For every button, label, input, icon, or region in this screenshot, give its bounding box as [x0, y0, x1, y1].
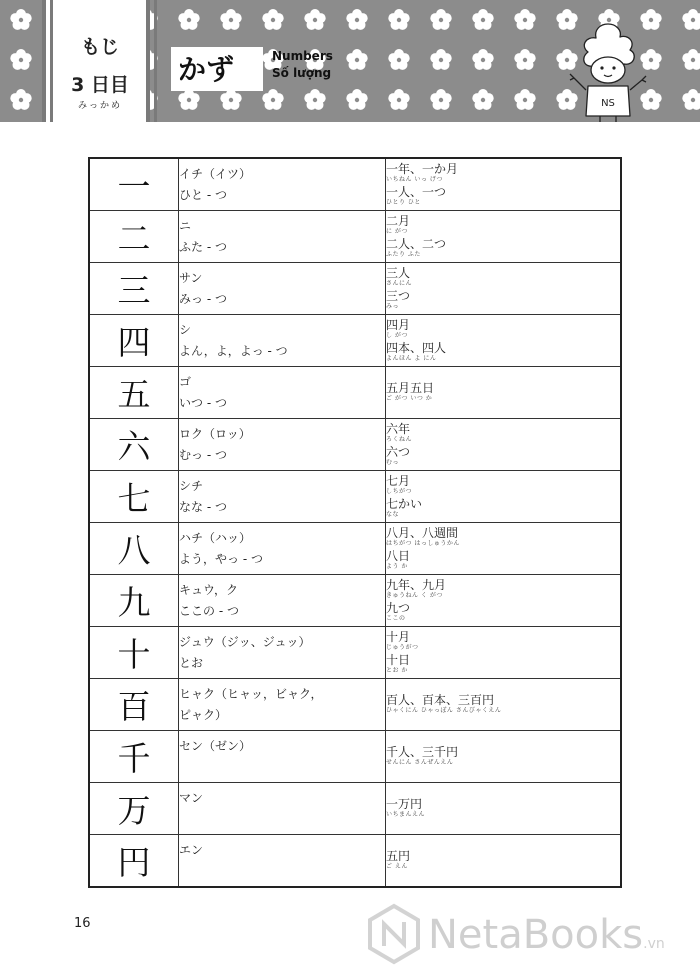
- svg-text:NS: NS: [601, 98, 615, 109]
- example-word: [386, 475, 620, 496]
- example-word: [386, 694, 620, 715]
- example-words: [386, 835, 622, 888]
- example-word-furigana: に がつ: [386, 227, 408, 235]
- example-words: [386, 158, 622, 211]
- kanji-row: [89, 679, 621, 731]
- kanji-character: 百: [89, 679, 179, 731]
- example-word-text: 十月: [386, 629, 411, 644]
- example-word-furigana: はちがつ はっしゅうかん: [386, 539, 460, 547]
- example-word: [386, 602, 620, 623]
- kanji-character: 七: [89, 471, 179, 523]
- example-word-furigana: さんにん: [386, 279, 413, 287]
- kanji-character: 四: [89, 315, 179, 367]
- divider-bar: [42, 0, 46, 122]
- example-word-text: 五円: [386, 849, 411, 863]
- example-word-furigana: よう か: [386, 562, 408, 570]
- day-label: 3 日目: [71, 74, 129, 96]
- kanji-character: 千: [89, 731, 179, 783]
- example-words: [386, 263, 622, 315]
- example-word: [386, 498, 620, 519]
- example-words: [386, 471, 622, 523]
- example-word: [386, 579, 620, 600]
- example-words: [386, 783, 622, 835]
- kanji-readings: [179, 627, 386, 679]
- kanji-row: [89, 419, 621, 471]
- example-word-furigana: むっ: [386, 458, 400, 466]
- watermark-logo: [364, 902, 684, 970]
- example-word: [386, 215, 620, 236]
- kanji-character: 二: [89, 211, 179, 263]
- example-word-text: 七月: [386, 473, 411, 488]
- example-word-furigana: いちねん いっ げつ: [386, 175, 443, 183]
- example-word: [386, 186, 620, 207]
- example-word-text: 六つ: [386, 444, 411, 459]
- kanji-readings: [179, 783, 386, 835]
- example-word: [386, 342, 620, 363]
- kanji-character: 六: [89, 419, 179, 471]
- example-word: [386, 163, 620, 184]
- example-word: [386, 798, 620, 819]
- kanji-readings: [179, 731, 386, 783]
- example-word: [386, 631, 620, 652]
- kunyomi-reading: とお: [179, 655, 204, 670]
- kanji-readings: [179, 835, 386, 888]
- onyomi-reading: ジュウ（ジッ、ジュッ）: [179, 634, 311, 649]
- example-word-text: 一年、一か月: [386, 161, 459, 176]
- example-word-text: 千人、三千円: [386, 745, 459, 759]
- example-word: [386, 423, 620, 444]
- example-words: [386, 211, 622, 263]
- example-word-text: 百人、百本、三百円: [386, 693, 495, 707]
- divider-bar: [50, 0, 53, 122]
- kanji-character: 八: [89, 523, 179, 575]
- kanji-row: [89, 315, 621, 367]
- onyomi-reading: エン: [179, 842, 204, 857]
- watermark-suffix: .vn: [643, 936, 665, 952]
- example-word: [386, 267, 620, 288]
- example-word-text: 八日: [386, 548, 411, 563]
- example-word-text: 三人: [386, 265, 411, 280]
- example-word-furigana: し がつ: [386, 331, 408, 339]
- example-word: [386, 238, 620, 259]
- example-words: [386, 627, 622, 679]
- kunyomi-reading: [179, 809, 385, 830]
- example-word: [386, 527, 620, 548]
- example-word-text: 四月: [386, 317, 411, 332]
- example-word-furigana: いちまんえん: [386, 811, 426, 818]
- example-word-furigana: しちがつ: [386, 487, 413, 495]
- kunyomi-reading: ひと - つ: [179, 187, 227, 202]
- example-word-furigana: ご えん: [386, 863, 408, 870]
- example-word-text: 八月、八週間: [386, 525, 459, 540]
- example-word-text: 五月五日: [386, 381, 435, 395]
- onyomi-reading: ゴ: [179, 374, 192, 389]
- mascot-illustration: [566, 20, 650, 124]
- kunyomi-reading: ふた - つ: [179, 239, 227, 254]
- kunyomi-reading: なな - つ: [179, 499, 227, 514]
- kanji-row: [89, 523, 621, 575]
- kanji-readings: [179, 315, 386, 367]
- kanji-row: [89, 731, 621, 783]
- example-word-furigana: ご がつ いつ か: [386, 395, 433, 402]
- kanji-character: 五: [89, 367, 179, 419]
- divider-bar: [146, 0, 150, 122]
- kunyomi-reading: いつ - つ: [179, 395, 227, 410]
- onyomi-reading: イチ（イツ）: [179, 166, 252, 181]
- example-word-furigana: なな: [386, 510, 400, 518]
- example-word-text: 九年、九月: [386, 577, 447, 592]
- example-word-text: 九つ: [386, 600, 411, 615]
- kanji-character: 三: [89, 263, 179, 315]
- example-words: [386, 731, 622, 783]
- watermark-text: [428, 912, 665, 958]
- kanji-readings: [179, 367, 386, 419]
- onyomi-reading: ニ: [179, 218, 192, 233]
- example-word: [386, 746, 620, 767]
- kanji-row: [89, 783, 621, 835]
- onyomi-reading: シ: [179, 322, 192, 337]
- example-word-furigana: ふたり ふた: [386, 250, 421, 258]
- example-words: [386, 575, 622, 627]
- kanji-readings: [179, 419, 386, 471]
- subtitle-vietnamese: Số lượng: [272, 66, 332, 80]
- logo-hexagon-icon: [364, 902, 424, 966]
- example-word-text: 二月: [386, 213, 411, 228]
- kanji-character: 円: [89, 835, 179, 888]
- kunyomi-reading: ここの - つ: [179, 603, 239, 618]
- kanji-row: [89, 835, 621, 888]
- divider-bar: [154, 0, 157, 122]
- kanji-readings: [179, 679, 386, 731]
- example-word-text: 一人、一つ: [386, 184, 447, 199]
- watermark-brand: NetaBooks: [428, 912, 644, 958]
- day-label-furigana: みっかめ: [77, 101, 122, 111]
- onyomi-reading: ヒャク（ヒャッ，ビャク，: [179, 686, 323, 701]
- onyomi-reading: サン: [179, 270, 203, 285]
- kanji-character: 十: [89, 627, 179, 679]
- kanji-row: [89, 263, 621, 315]
- kanji-readings: [179, 471, 386, 523]
- example-words: [386, 367, 622, 419]
- example-word-text: 六年: [386, 421, 411, 436]
- page-number: 16: [74, 916, 91, 931]
- page-title: かず: [178, 53, 235, 86]
- example-words: [386, 679, 622, 731]
- section-label: もじ: [80, 36, 119, 58]
- kanji-row: [89, 158, 621, 211]
- kanji-character: 一: [89, 158, 179, 211]
- onyomi-reading: ハチ（ハッ）: [179, 530, 252, 545]
- example-word: [386, 654, 620, 675]
- kanji-character: 九: [89, 575, 179, 627]
- kanji-row: [89, 471, 621, 523]
- example-word: [386, 550, 620, 571]
- example-word: [386, 319, 620, 340]
- kunyomi-reading: ピャク）: [179, 707, 228, 722]
- example-words: [386, 315, 622, 367]
- kanji-table: [88, 157, 622, 888]
- example-word-furigana: ろくねん: [386, 435, 413, 443]
- kanji-readings: [179, 523, 386, 575]
- kanji-row: [89, 627, 621, 679]
- page-header: [0, 0, 700, 122]
- example-word-text: 四本、四人: [386, 340, 447, 355]
- kanji-readings: [179, 211, 386, 263]
- example-word: [386, 382, 620, 403]
- example-word: [386, 290, 620, 311]
- example-word-furigana: ここの: [386, 614, 406, 622]
- onyomi-reading: ロク（ロッ）: [179, 426, 251, 441]
- kanji-row: [89, 211, 621, 263]
- kanji-row: [89, 575, 621, 627]
- example-words: [386, 419, 622, 471]
- kunyomi-reading: よん，よ，よっ - つ: [179, 343, 288, 358]
- kanji-character: 万: [89, 783, 179, 835]
- onyomi-reading: セン（ゼン）: [179, 738, 252, 753]
- kunyomi-reading: [179, 757, 385, 778]
- example-word-text: 十日: [386, 652, 411, 667]
- example-word-furigana: じゅうがつ: [386, 643, 419, 651]
- example-word-furigana: きゅうねん く がつ: [386, 591, 443, 599]
- kanji-row: [89, 367, 621, 419]
- example-word-furigana: ひゃくにん ひゃっぽん さんびゃくえん: [386, 707, 502, 714]
- kunyomi-reading: [179, 861, 385, 882]
- example-word-furigana: とお か: [386, 666, 408, 674]
- example-word-text: 二人、二つ: [386, 236, 447, 251]
- example-word-furigana: よんほん よ にん: [386, 354, 437, 362]
- kanji-readings: [179, 263, 386, 315]
- example-word-text: 三つ: [386, 288, 411, 303]
- example-word-furigana: ひとり ひと: [386, 198, 421, 206]
- example-words: [386, 523, 622, 575]
- onyomi-reading: キュウ，ク: [179, 582, 239, 597]
- onyomi-reading: シチ: [179, 478, 204, 493]
- kunyomi-reading: よう，やっ - つ: [179, 551, 263, 566]
- example-word: [386, 446, 620, 467]
- kanji-readings: [179, 158, 386, 211]
- kunyomi-reading: むっ - つ: [179, 447, 227, 462]
- kanji-readings: [179, 575, 386, 627]
- example-word: [386, 850, 620, 871]
- kunyomi-reading: みっ - つ: [179, 291, 227, 306]
- example-word-text: 一万円: [386, 797, 423, 811]
- subtitle-english: Numbers: [272, 49, 333, 63]
- onyomi-reading: マン: [179, 790, 204, 805]
- example-word-furigana: せんにん さんぜんえん: [386, 759, 454, 766]
- example-word-text: 七かい: [386, 496, 423, 511]
- example-word-furigana: みっ: [386, 302, 400, 310]
